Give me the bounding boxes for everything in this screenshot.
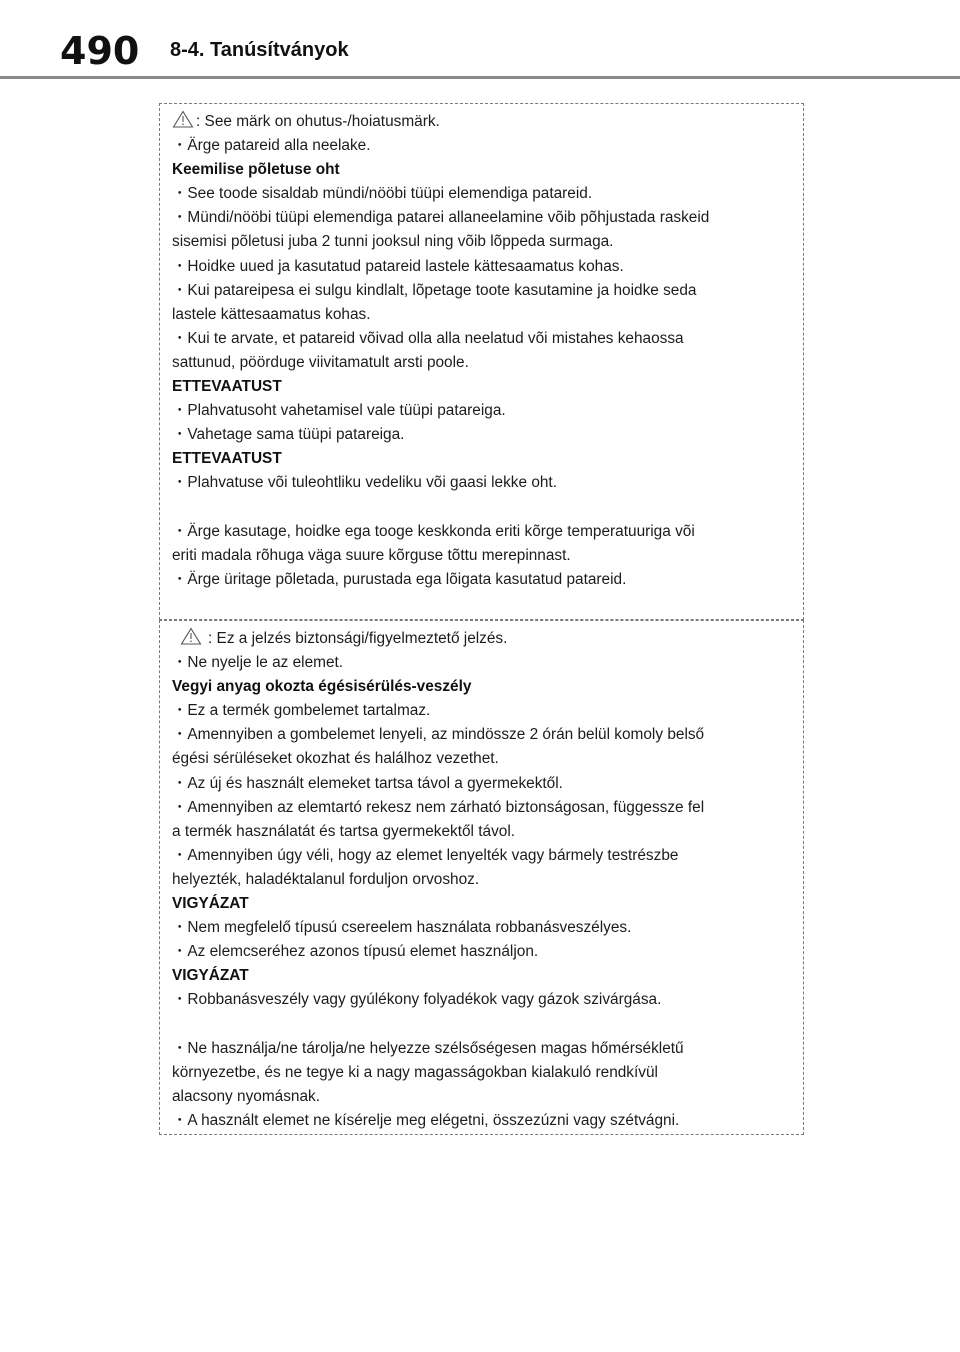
body-line: ・Mündi/nööbi tüüpi elemendiga patarei allaneelamine võib põhjustada raskeid	[172, 209, 710, 227]
icon-caption-line	[172, 110, 795, 134]
blank-line	[172, 496, 795, 520]
body-line: ・Kui patareipesa ei sulgu kindlalt, lõpetage toote kasutamine ja hoidke seda	[172, 281, 697, 299]
notice-hungarian	[159, 620, 804, 1135]
icon-caption: : Ez a jelzés biztonsági/figyelmeztető jelzés.	[208, 630, 508, 647]
section-heading: VIGYÁZAT	[172, 967, 249, 985]
body-line: lastele kättesaamatus kohas.	[172, 305, 371, 323]
body-line: ・Plahvatusoht vahetamisel vale tüüpi patareiga.	[172, 402, 506, 420]
body-line: ・See toode sisaldab mündi/nööbi tüüpi elemendiga patareid.	[172, 185, 593, 203]
body-line: ・Plahvatuse või tuleohtliku vedeliku või gaasi lekke oht.	[172, 474, 557, 492]
body-line: ・Amennyiben az elemtartó rekesz nem zárható biztonságosan, függessze fel	[172, 798, 705, 816]
body-line: ・Ne használja/ne tárolja/ne helyezze szélsőségesen magas hőmérsékletű	[172, 1039, 684, 1057]
body-line: eriti madala rõhuga väga suure kõrguse tõttu merepinnast.	[172, 546, 571, 564]
body-line: ・Hoidke uued ja kasutatud patareid lastele kättesaamatus kohas.	[172, 257, 624, 275]
icon-caption-line	[172, 627, 795, 651]
section-heading: ETTEVAATUST	[172, 450, 282, 468]
body-line: ・Kui te arvate, et patareid võivad olla alla neelatud või mistahes kehaossa	[172, 329, 684, 347]
body-line: ・Amennyiben úgy véli, hogy az elemet lenyelték vagy bármely testrészbe	[172, 846, 679, 864]
notice-lines	[172, 651, 795, 1133]
body-line: ・Ez a termék gombelemet tartalmaz.	[172, 702, 431, 720]
body-line: ・Ärge kasutage, hoidke ega tooge keskkonda eriti kõrge temperatuuriga või	[172, 522, 695, 540]
body-line: a termék használatát és tartsa gyermekektől távol.	[172, 822, 516, 840]
notice-estonian	[159, 103, 804, 620]
body-line: ・Amennyiben a gombelemet lenyeli, az mindössze 2 órán belül komoly belső	[172, 726, 705, 744]
header-divider	[0, 76, 960, 79]
body-line: égési sérüléseket okozhat és halálhoz vezethet.	[172, 750, 499, 768]
body-line: ・Az új és használt elemeket tartsa távol a gyermekektől.	[172, 774, 563, 792]
body-line: helyezték, haladéktalanul forduljon orvoshoz.	[172, 870, 480, 888]
section-title: 8-4. Tanúsítványok	[170, 39, 349, 61]
warning-triangle-icon	[172, 110, 194, 128]
section-heading: VIGYÁZAT	[172, 895, 249, 913]
body-line: alacsony nyomásnak.	[172, 1087, 320, 1105]
body-line: ・Nem megfelelő típusú csereelem használata robbanásveszélyes.	[172, 919, 632, 937]
section-heading: Keemilise põletuse oht	[172, 161, 340, 179]
body-line: sisemisi põletusi juba 2 tunni jooksul ning võib lõppeda surmaga.	[172, 233, 614, 251]
body-line: környezetbe, és ne tegye ki a nagy magasságokban kialakuló rendkívül	[172, 1063, 658, 1081]
body-line: ・Ärge üritage põletada, purustada ega lõigata kasutatud patareid.	[172, 570, 627, 588]
body-line: ・A használt elemet ne kísérelje meg elégetni, összezúzni vagy szétvágni.	[172, 1111, 680, 1129]
warning-triangle-icon	[180, 627, 202, 645]
page-header	[0, 0, 960, 80]
page-footer-area	[0, 1140, 960, 1352]
icon-caption: : See märk on ohutus-/hoiatusmärk.	[196, 113, 440, 130]
section-heading: ETTEVAATUST	[172, 378, 282, 396]
body-line: ・Ne nyelje le az elemet.	[172, 654, 344, 672]
body-line: ・Robbanásveszély vagy gyúlékony folyadékok vagy gázok szivárgása.	[172, 991, 662, 1009]
notice-lines	[172, 134, 795, 592]
body-line: ・Ärge patareid alla neelake.	[172, 137, 371, 155]
section-heading: Vegyi anyag okozta égésisérülés-veszély	[172, 678, 472, 696]
blank-line	[172, 1013, 795, 1037]
body-line: ・Az elemcseréhez azonos típusú elemet használjon.	[172, 943, 539, 961]
body-line: ・Vahetage sama tüüpi patareiga.	[172, 426, 405, 444]
body-line: sattunud, pöörduge viivitamatult arsti poole.	[172, 353, 469, 371]
page-number: 490	[60, 29, 140, 73]
